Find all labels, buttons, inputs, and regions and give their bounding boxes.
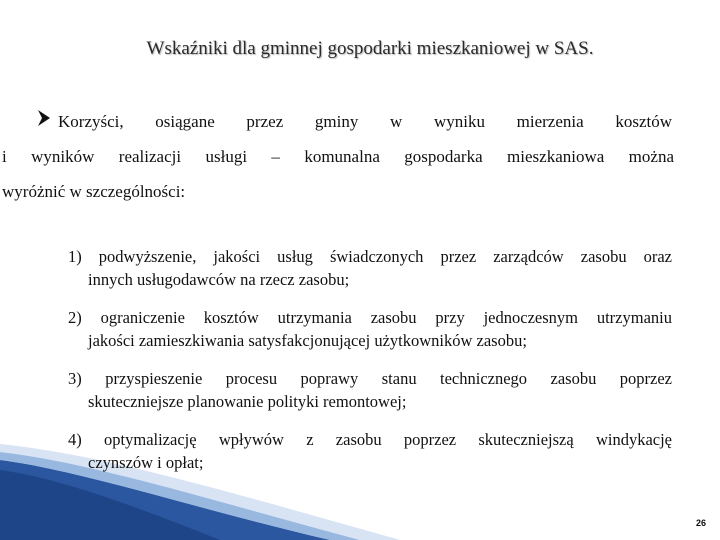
list-item-line-2: czynszów i opłat; [88, 453, 204, 472]
list-item-line-2: jakości zamieszkiwania satysfakcjonującej użytkowników zasobu; [88, 331, 527, 350]
list-item-line-2: innych usługodawców na rzecz zasobu; [88, 270, 350, 289]
list-item-line-1: 3) przyspieszenie procesu poprawy stanu technicznego zasobu poprzez [68, 369, 672, 388]
intro-line-1: Korzyści, osiągane przez gminy w wyniku mierzenia kosztów [58, 112, 672, 131]
list-item-line-1: 4) optymalizację wpływów z zasobu poprzez skuteczniejszą windykację [68, 430, 672, 449]
page-number: 26 [695, 518, 706, 528]
intro-line-3: wyróżnić w szczególności: [2, 182, 186, 201]
list-item-line-2: skuteczniejsze planowanie polityki remontowej; [88, 392, 407, 411]
arrow-bullet-icon [38, 110, 50, 126]
intro-paragraph [2, 104, 674, 209]
benefits-list [68, 245, 672, 489]
page-title: Wskaźniki dla gminnej gospodarki mieszkaniowej w SAS. [146, 38, 594, 59]
list-item [68, 367, 672, 413]
intro-line-2: i wyników realizacji usługi – komunalna gospodarka mieszkaniowa można [2, 147, 674, 166]
list-item [68, 245, 672, 291]
list-item [68, 306, 672, 352]
list-item [68, 428, 672, 474]
list-item-line-1: 1) podwyższenie, jakości usług świadczonych przez zarządców zasobu oraz [68, 247, 672, 266]
list-item-line-1: 2) ograniczenie kosztów utrzymania zasobu przy jednoczesnym utrzymaniu [68, 308, 672, 327]
